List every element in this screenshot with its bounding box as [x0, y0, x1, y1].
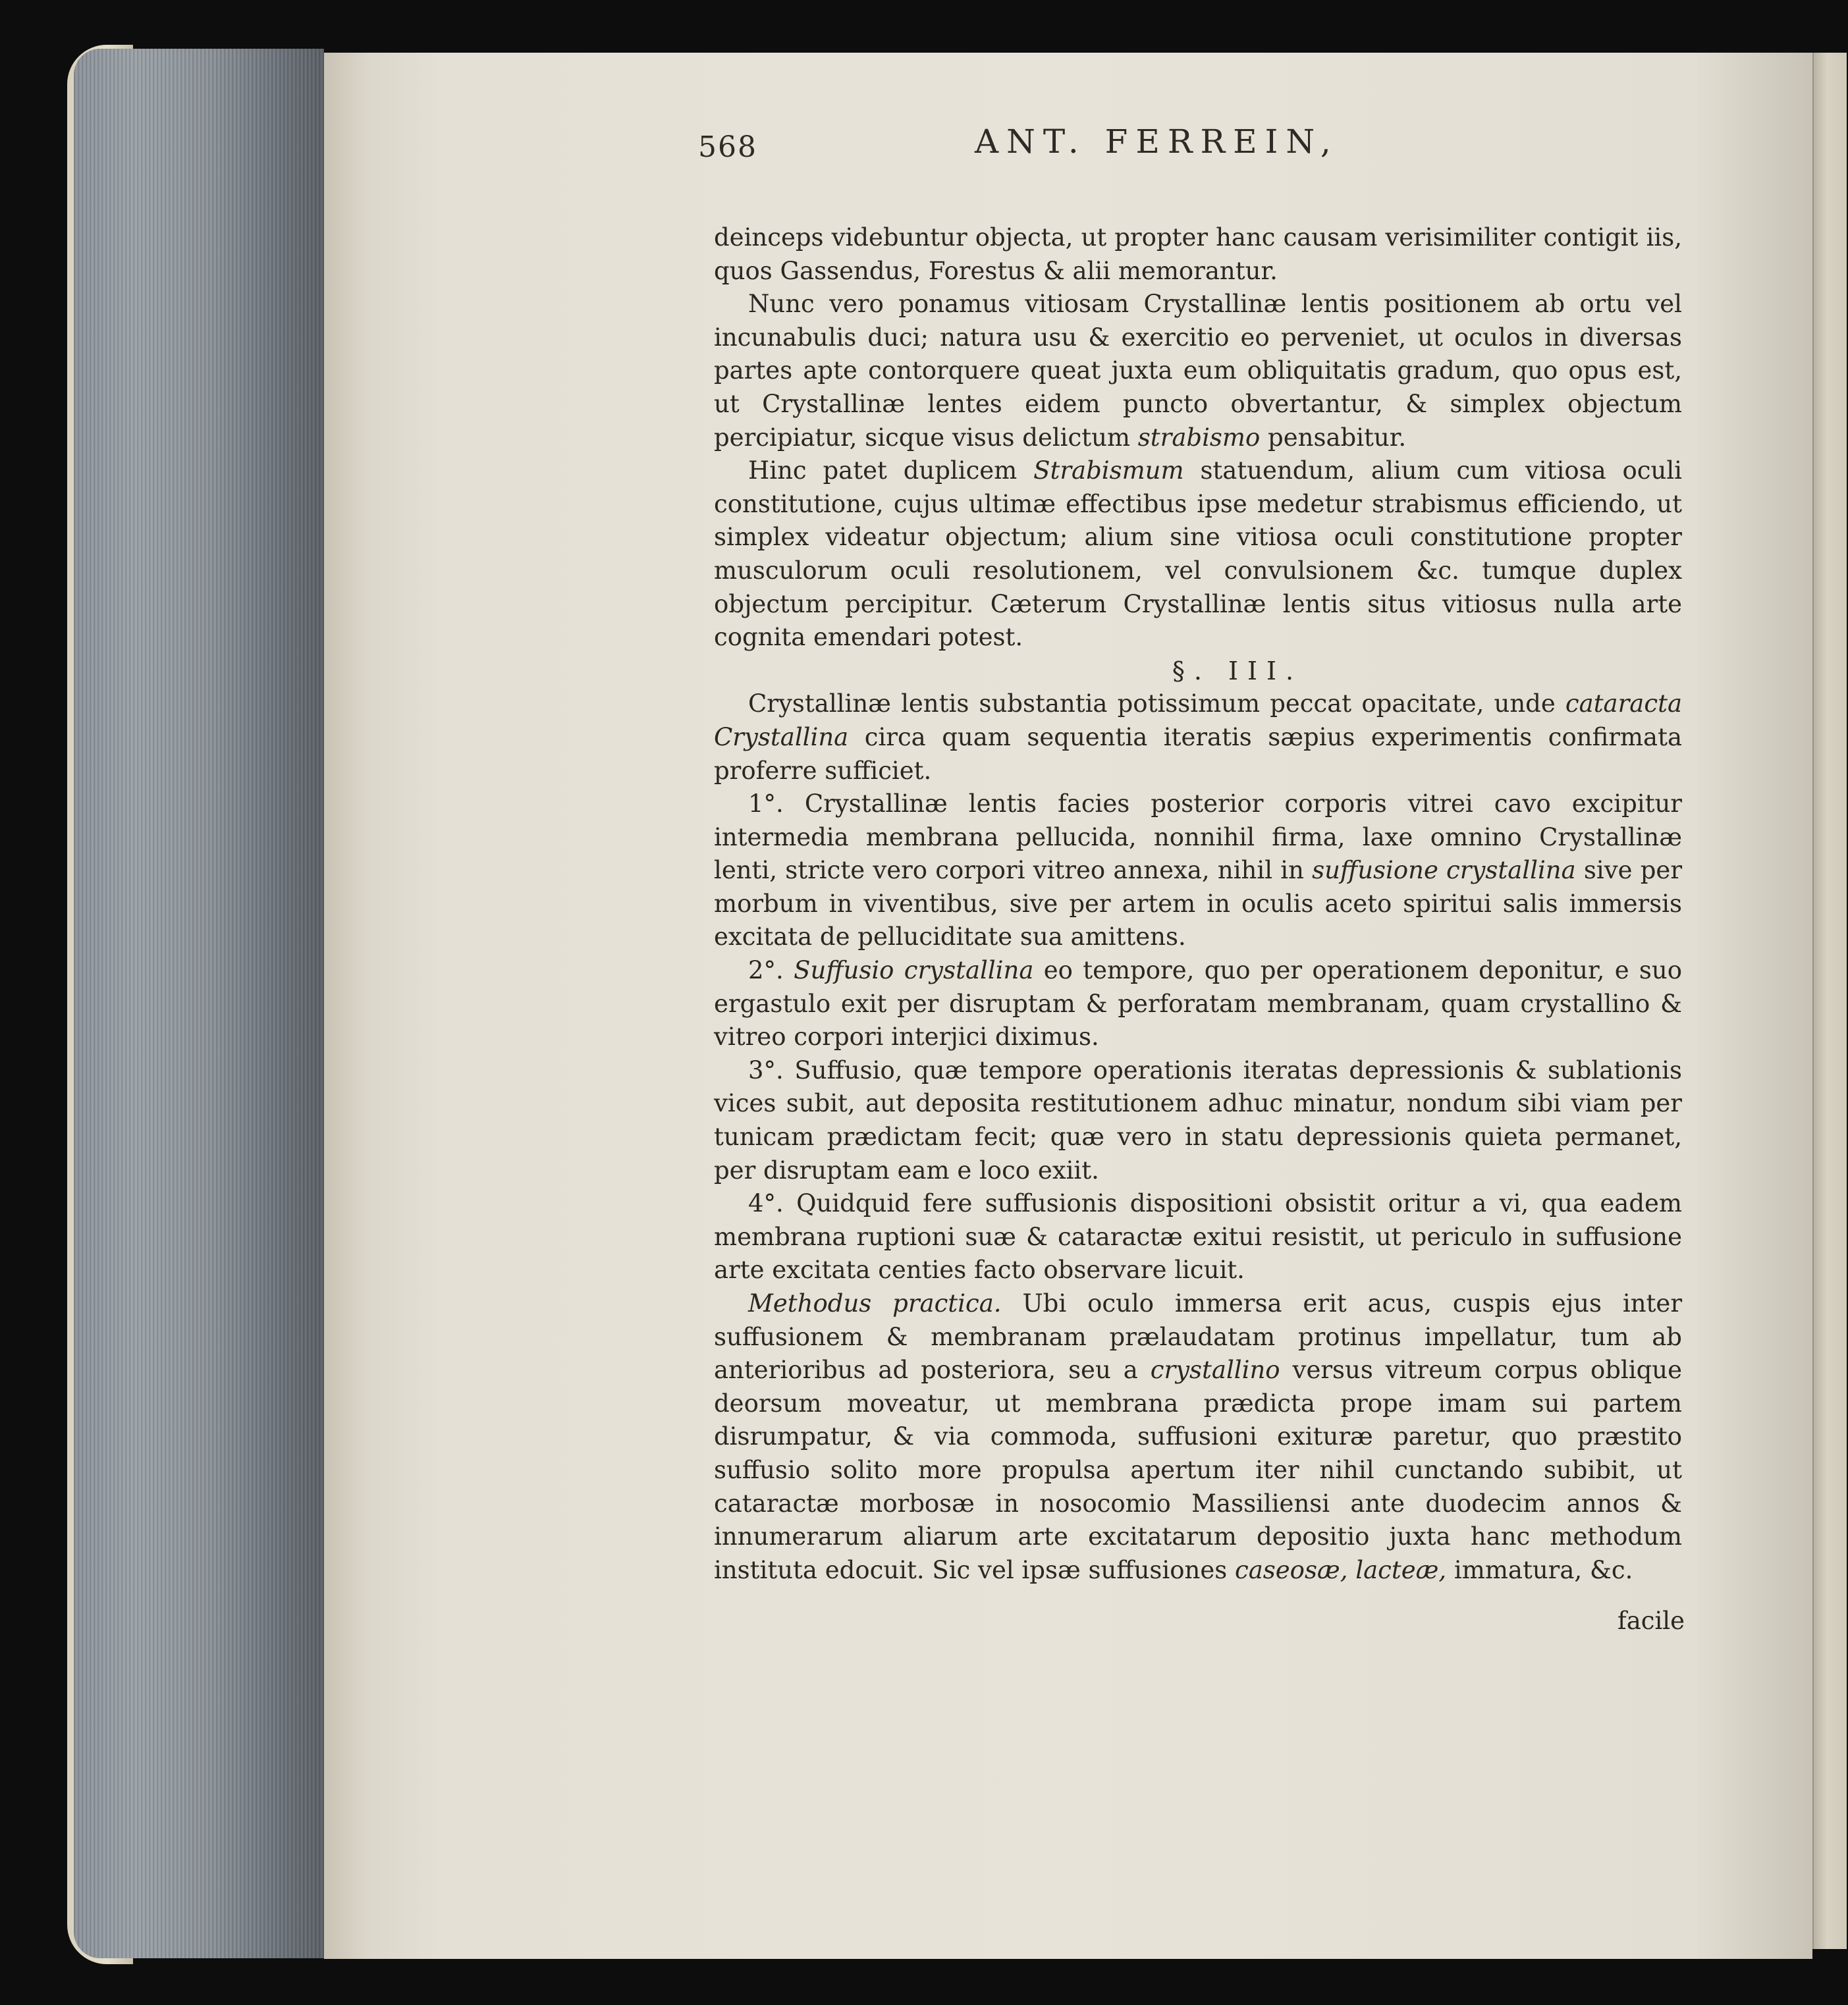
running-head: ANT. FERREIN,	[975, 122, 1339, 161]
italic-term: Suffusio crystallina	[794, 956, 1034, 985]
numbered-item	[714, 788, 1682, 954]
text-run: 1°. Crystallinæ lentis facies posterior corporis vitrei cavo excipitur intermedia membrana pellucida, nonnihil firma, laxe omnino Crystallinæ lenti, stricte vero corpori vitreo annexa, nihil in	[714, 789, 1682, 885]
section-heading: §. III.	[1172, 656, 1303, 685]
paragraph	[714, 454, 1682, 655]
text-run: sive per morbum in viventibus, sive per artem in oculis aceto spiritui salis immersis excitata de pelluciditate sua amittens.	[714, 856, 1683, 951]
numbered-item: 4°. Quidquid fere suffusionis dispositioni obsistit oritur a vi, qua eadem membrana ruptioni suæ & cataractæ exitui resistit, ut periculo in suffusione arte excitata centies facto observare licuit.	[714, 1189, 1682, 1285]
body-text	[714, 221, 1682, 1587]
paragraph: deinceps videbuntur objecta, ut propter hanc causam verisimiliter contigit iis, quos Gassendus, Forestus & alii memorantur.	[714, 223, 1682, 285]
italic-term: Strabismum	[1033, 456, 1184, 485]
text-run: pensabitur.	[1268, 423, 1407, 452]
page-right-edge	[1812, 53, 1847, 1949]
page-block-edge	[74, 49, 324, 1958]
text-run: 2°.	[748, 956, 784, 985]
italic-term: suffusione crystallina	[1312, 856, 1576, 885]
paragraph	[714, 1287, 1682, 1587]
text-run: immatura, &c.	[1454, 1555, 1633, 1584]
paragraph	[714, 687, 1682, 788]
italic-term: crystallino	[1150, 1356, 1280, 1385]
paragraph	[714, 288, 1682, 454]
text-run: Ubi oculo immersa erit acus, cuspis ejus inter suffusionem & membranam prælaudatam protinus impellatur, tum ab anterioribus ad posteriora, seu a	[714, 1289, 1683, 1385]
text-run: eo tempore, quo per operationem deponitur, e suo ergastulo exit per disruptam & perforatam membranam, quam crystallino & vitreo corpori interjici diximus.	[714, 956, 1683, 1052]
numbered-item	[714, 954, 1682, 1054]
numbered-item: 3°. Suffusio, quæ tempore operationis iteratas depressionis & sublationis vices subit, aut deposita restitutionem adhuc minatur, nondum sibi viam per tunicam prædictam fecit; quæ vero in statu depressionis quieta permanet, per disruptam eam e loco exiit.	[714, 1056, 1682, 1185]
catchword: facile	[1617, 1607, 1685, 1635]
text-run: statuendum, alium cum vitiosa oculi constitutione, cujus ultimæ effectibus ipse medetur strabismus efficiendo, ut simplex videatur objectum; alium sine vitiosa oculi constitutione propter musculorum oculi resolutionem, vel convulsionem &c. tumque duplex objectum percipitur. Cæterum Crystallinæ lentis situs vitiosus nulla arte cognita emendari potest.	[714, 456, 1683, 652]
italic-term: caseosæ, lacteæ,	[1235, 1555, 1447, 1584]
italic-term: cataracta Crystallina	[714, 689, 1683, 751]
text-run: circa quam sequentia iteratis sæpius experimentis confirmata proferre sufficiet.	[714, 722, 1683, 785]
text-run: versus vitreum corpus oblique deorsum moveatur, ut membrana prædicta prope imam sui partem disrumpatur, & via commoda, suffusioni exituræ paretur, quo præstito suffusio solito more propulsa apertum iter nihil cunctando subibit, ut cataractæ morbosæ in nosocomio Massiliensi ante duodecim annos & innumerarum aliarum arte excitatarum depositio juxta hanc methodum instituta edocuit. Sic vel ipsæ suffusiones	[714, 1356, 1683, 1584]
page-header	[461, 122, 1620, 182]
italic-term: strabismo	[1137, 423, 1261, 452]
text-run: Nunc vero ponamus vitiosam Crystallinæ lentis positionem ab ortu vel incunabulis duci; natura usu & exercitio eo perveniet, ut oculos in diversas partes apte contorquere queat juxta eum obliquitatis gradum, quo opus est, ut Crystallinæ lentes eidem puncto obvertantur, & simplex objectum percipiatur, sicque visus delictum	[714, 290, 1682, 452]
italic-term: Methodus practica.	[748, 1289, 1002, 1318]
text-run: Hinc patet duplicem	[748, 456, 1018, 485]
page-number: 568	[698, 130, 757, 164]
text-run: Crystallinæ lentis substantia potissimum peccat opacitate, unde	[748, 689, 1556, 718]
